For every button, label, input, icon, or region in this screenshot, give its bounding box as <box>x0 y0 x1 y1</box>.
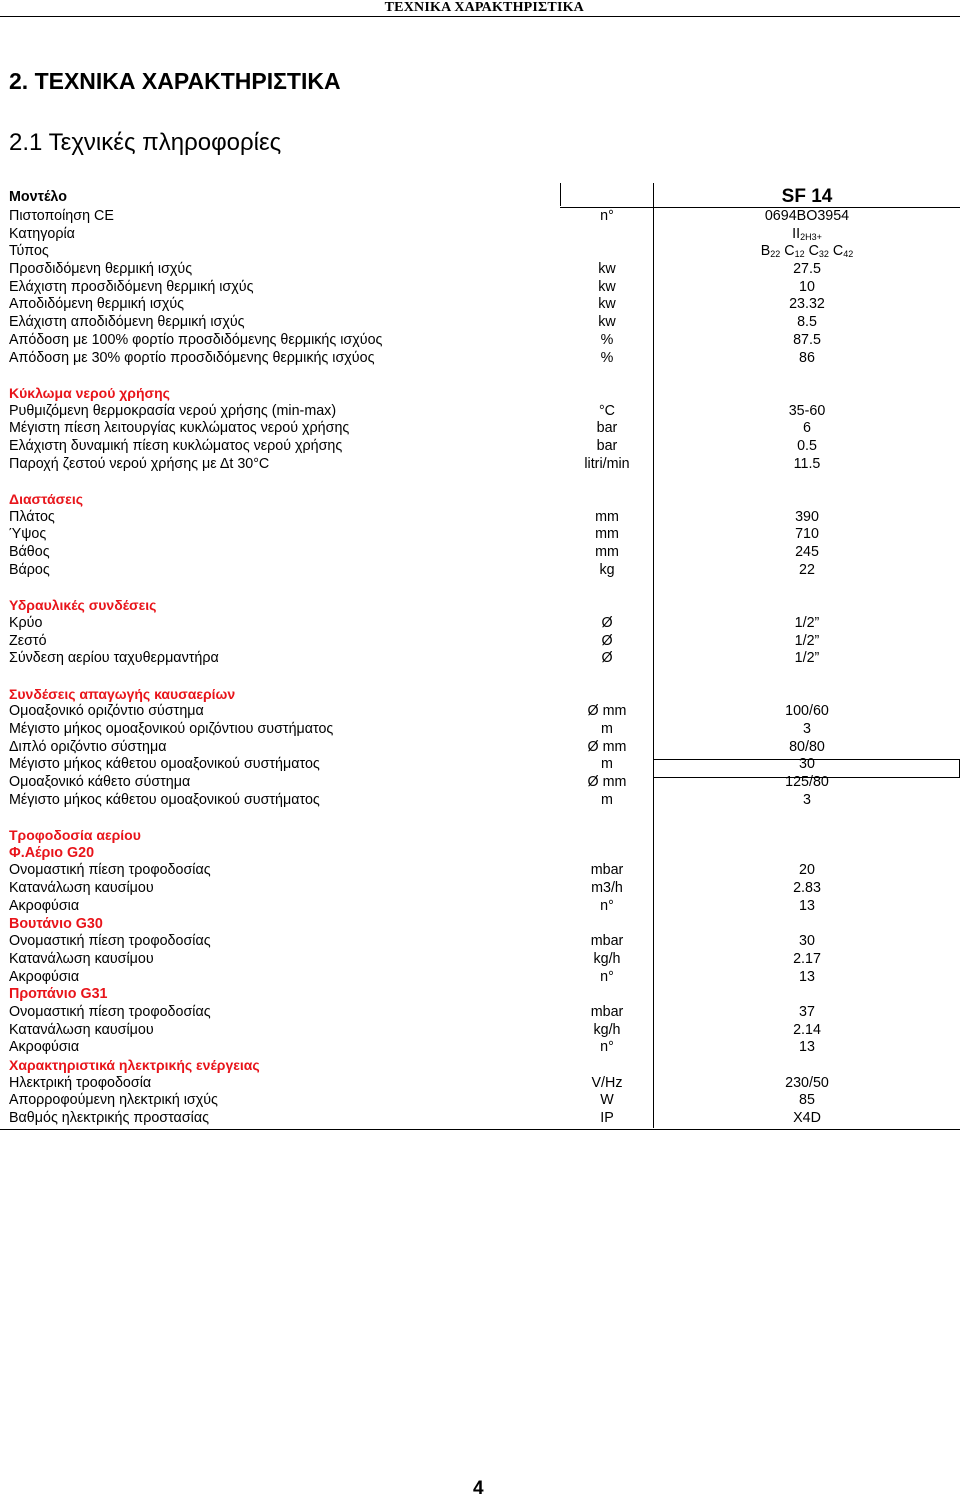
row-unit: Ø <box>601 614 613 631</box>
section-title-row <box>0 491 960 509</box>
row-unit: kw <box>598 278 616 295</box>
row-unit: n° <box>600 897 614 914</box>
section-title: Υδραυλικές συνδέσεις <box>9 597 157 614</box>
row-unit: bar <box>596 437 618 454</box>
row-value: 1/2” <box>794 632 820 649</box>
header-rule <box>0 16 960 17</box>
table-row <box>0 403 960 421</box>
row-unit: kg/h <box>593 950 621 967</box>
spacer-row <box>0 367 960 385</box>
section-heading: 2.1 Τεχνικές πληροφορίες <box>9 129 282 156</box>
row-value: 1/2” <box>794 614 820 631</box>
row-label: Ακροφύσια <box>9 1039 80 1056</box>
row-label: Ακροφύσια <box>9 897 80 914</box>
row-label: Ομοαξονικό οριζόντιο σύστημα <box>9 703 204 720</box>
table-row <box>0 951 960 969</box>
row-value: 230/50 <box>785 1074 829 1091</box>
row-value: 1/2” <box>794 650 820 667</box>
table-row <box>0 880 960 898</box>
row-label: Απορροφούμενη ηλεκτρική ισχύς <box>9 1092 218 1109</box>
chapter-heading: 2. ΤΕΧΝΙΚΑ ΧΑΡΑΚΤΗΡΙΣΤΙΚΑ <box>9 68 341 94</box>
table-row <box>0 1075 960 1093</box>
row-value: 710 <box>795 526 819 543</box>
spec-table <box>0 183 960 1128</box>
row-value: 3 <box>803 720 811 737</box>
row-label: Ονομαστική πίεση τροφοδοσίας <box>9 1003 211 1020</box>
row-unit: mm <box>595 526 619 543</box>
row-unit: % <box>600 349 614 366</box>
row-label: Ακροφύσια <box>9 968 80 985</box>
table-bottom-border <box>0 1129 960 1130</box>
section-title: Τροφοδοσία αερίου <box>9 827 141 844</box>
table-row <box>0 633 960 651</box>
table-row <box>0 544 960 562</box>
section-title-row <box>0 827 960 845</box>
table-row <box>0 420 960 438</box>
row-label: Βάρος <box>9 561 50 578</box>
gas-group-row <box>0 916 960 934</box>
table-row <box>0 969 960 987</box>
row-unit: kw <box>598 296 616 313</box>
row-unit: mm <box>595 508 619 525</box>
row-value: 245 <box>795 544 819 561</box>
row-value: 8.5 <box>797 314 817 331</box>
row-unit: bar <box>596 420 618 437</box>
gas-group-name: Προπάνιο G31 <box>9 986 108 1003</box>
row-value: X4D <box>793 1110 821 1127</box>
model-row <box>0 183 960 208</box>
spacer-row <box>0 668 960 686</box>
row-label: Απόδοση με 100% φορτίο προσδιδόμενης θερμικής ισχύος <box>9 331 383 348</box>
row-label: Μέγιστο μήκος κάθετου ομοαξονικού συστήματος <box>9 791 320 808</box>
row-value: 125/80 <box>785 774 829 790</box>
row-unit: °C <box>598 402 616 419</box>
row-unit: mbar <box>590 1003 624 1020</box>
table-row <box>0 438 960 456</box>
row-label: Διπλό οριζόντιο σύστημα <box>9 738 167 755</box>
table-row <box>0 261 960 279</box>
table-row <box>0 562 960 580</box>
row-label: Κρύο <box>9 614 43 631</box>
table-row <box>0 456 960 474</box>
row-unit: W <box>600 1092 614 1109</box>
row-unit: Ø mm <box>587 774 627 790</box>
gas-group-name: Φ.Αέριο G20 <box>9 844 95 861</box>
section-title-row <box>0 385 960 403</box>
table-row <box>0 792 960 810</box>
row-unit: n° <box>600 208 614 224</box>
row-label: Κατηγορία <box>9 225 75 242</box>
row-unit: % <box>600 331 614 348</box>
table-row <box>0 898 960 916</box>
table-row <box>0 226 960 244</box>
model-label: Μοντέλο <box>9 189 67 205</box>
row-label: Πλάτος <box>9 508 55 525</box>
row-unit: IP <box>600 1110 614 1127</box>
table-row <box>0 1110 960 1128</box>
gas-group-row <box>0 845 960 863</box>
gas-group-row <box>0 986 960 1004</box>
row-label: Μέγιστο μήκος ομοαξονικού οριζόντιου συστήματος <box>9 720 334 737</box>
row-value: 11.5 <box>793 455 821 472</box>
row-value: 87.5 <box>793 331 821 348</box>
row-unit: Ø mm <box>587 738 627 755</box>
row-unit: m3/h <box>591 880 623 897</box>
row-value: 22 <box>799 561 815 578</box>
row-unit: mm <box>595 544 619 561</box>
row-unit: mbar <box>590 933 624 950</box>
row-unit: n° <box>600 968 614 985</box>
row-unit: kg <box>599 561 615 578</box>
table-row <box>0 243 960 261</box>
table-row <box>0 296 960 314</box>
type-code: $C_{12}$ <box>784 243 805 260</box>
row-label: Σύνδεση αερίου ταχυθερμαντήρα <box>9 650 219 667</box>
row-value: 3 <box>803 791 811 808</box>
running-header <box>0 0 960 15</box>
row-unit: n° <box>600 1039 614 1056</box>
row-unit: kg/h <box>593 1021 621 1038</box>
row-value: 23.32 <box>789 296 825 313</box>
table-row <box>0 332 960 350</box>
row-label: Ονομαστική πίεση τροφοδοσίας <box>9 933 211 950</box>
spacer-row <box>0 809 960 827</box>
row-label: Ηλεκτρική τροφοδοσία <box>9 1074 152 1091</box>
row-unit: kw <box>598 314 616 331</box>
row-label: Ζεστό <box>9 632 47 649</box>
gas-group-name: Βουτάνιο G30 <box>9 915 103 932</box>
row-value: 100/60 <box>785 703 829 720</box>
row-value: 13 <box>799 1039 815 1056</box>
table-row <box>0 756 960 774</box>
type-code: $C_{42}$ <box>832 243 854 260</box>
table-row <box>0 1039 960 1057</box>
table-row <box>0 703 960 721</box>
section-title: Κύκλωμα νερού χρήσης <box>9 384 170 401</box>
row-label: Ελάχιστη αποδιδόμενη θερμική ισχύς <box>9 314 245 331</box>
spacer-row <box>0 473 960 491</box>
row-label: Κατανάλωση καυσίμου <box>9 950 154 967</box>
row-label: Ελάχιστη δυναμική πίεση κυκλώματος νερού χρήσης <box>9 437 343 454</box>
row-label: Ελάχιστη προσδιδόμενη θερμική ισχύς <box>9 278 254 295</box>
table-row <box>0 650 960 668</box>
type-code: $C_{32}$ <box>808 243 829 260</box>
table-row <box>0 350 960 368</box>
running-title: ΤΕΧΝΙΚΑ ΧΑΡΑΚΤΗΡΙΣΤΙΚΑ <box>384 0 584 15</box>
row-value: 10 <box>799 278 815 295</box>
section-title: Διαστάσεις <box>9 491 83 507</box>
row-label: Κατανάλωση καυσίμου <box>9 880 154 897</box>
row-value: 2.17 <box>793 950 821 967</box>
row-unit: Ø <box>601 650 613 667</box>
row-value: 20 <box>799 862 815 879</box>
row-unit: m <box>601 791 613 808</box>
row-label: Απόδοση με 30% φορτίο προσδιδόμενης θερμικής ισχύος <box>9 349 375 366</box>
section-title-row <box>0 1057 960 1075</box>
table-row <box>0 1022 960 1040</box>
row-label: Αποδιδόμενη θερμική ισχύς <box>9 296 185 313</box>
row-value: 37 <box>799 1003 815 1020</box>
row-label: Ύψος <box>9 526 47 543</box>
table-row <box>0 509 960 527</box>
type-code: $B_{22}$ <box>760 243 781 260</box>
row-unit: Ø <box>601 632 613 649</box>
row-label: Παροχή ζεστού νερού χρήσης με Δt 30°C <box>9 455 270 472</box>
section-title-row <box>0 597 960 615</box>
row-label: Βάθος <box>9 544 50 561</box>
row-label: Τύπος <box>9 243 49 260</box>
row-value: 2.83 <box>793 880 821 897</box>
row-label: Μέγιστο μήκος κάθετου ομοαξονικού συστήματος <box>9 756 320 773</box>
row-unit: Ø mm <box>587 703 627 720</box>
row-unit: m <box>601 720 613 737</box>
row-value: 30 <box>799 756 815 773</box>
section-title-row <box>0 686 960 704</box>
page-number: 4 <box>473 1478 484 1499</box>
model-value: SF 14 <box>781 186 833 207</box>
row-unit: litri/min <box>584 455 630 472</box>
section-title: Συνδέσεις απαγωγής καυσαερίων <box>9 685 236 702</box>
row-value: 80/80 <box>789 738 825 755</box>
category-sub: 2H3+ <box>800 231 822 242</box>
row-unit: kw <box>598 261 616 278</box>
table-row <box>0 314 960 332</box>
row-label: Προσδιδόμενη θερμική ισχύς <box>9 261 193 278</box>
row-value: 2.14 <box>793 1021 821 1038</box>
row-value: 390 <box>795 508 819 525</box>
table-row <box>0 774 960 792</box>
row-value: 86 <box>799 349 815 366</box>
row-value: 0694BO3954 <box>764 208 850 224</box>
row-value: 0.5 <box>797 437 817 454</box>
row-unit: m <box>601 756 613 773</box>
row-unit: V/Hz <box>591 1074 623 1091</box>
row-label: Ρυθμιζόμενη θερμοκρασία νερού χρήσης (min-max) <box>9 402 337 419</box>
row-label: Κατανάλωση καυσίμου <box>9 1021 154 1038</box>
category-main: II <box>792 225 801 242</box>
table-row <box>0 721 960 739</box>
row-value: 35-60 <box>788 402 826 419</box>
section-title: Χαρακτηριστικά ηλεκτρικής ενέργειας <box>9 1057 260 1073</box>
table-row <box>0 1092 960 1110</box>
table-row <box>0 615 960 633</box>
row-value: 27.5 <box>793 261 821 278</box>
row-label: Βαθμός ηλεκτρικής προστασίας <box>9 1110 209 1127</box>
row-value: 85 <box>799 1092 815 1109</box>
table-row <box>0 526 960 544</box>
table-row <box>0 739 960 757</box>
row-value: 30 <box>799 933 815 950</box>
row-label: Μέγιστη πίεση λειτουργίας κυκλώματος νερού χρήσης <box>9 420 350 437</box>
row-value: 13 <box>799 968 815 985</box>
row-label: Ομοαξονικό κάθετο σύστημα <box>9 774 191 790</box>
spacer-row <box>0 579 960 597</box>
row-value: 13 <box>799 897 815 914</box>
row-label: Ονομαστική πίεση τροφοδοσίας <box>9 862 211 879</box>
table-row <box>0 1004 960 1022</box>
row-label: Πιστοποίηση CE <box>9 208 114 224</box>
table-row <box>0 862 960 880</box>
table-row <box>0 279 960 297</box>
table-row <box>0 208 960 226</box>
row-unit: mbar <box>590 862 624 879</box>
row-value: 6 <box>803 420 811 437</box>
table-row <box>0 933 960 951</box>
